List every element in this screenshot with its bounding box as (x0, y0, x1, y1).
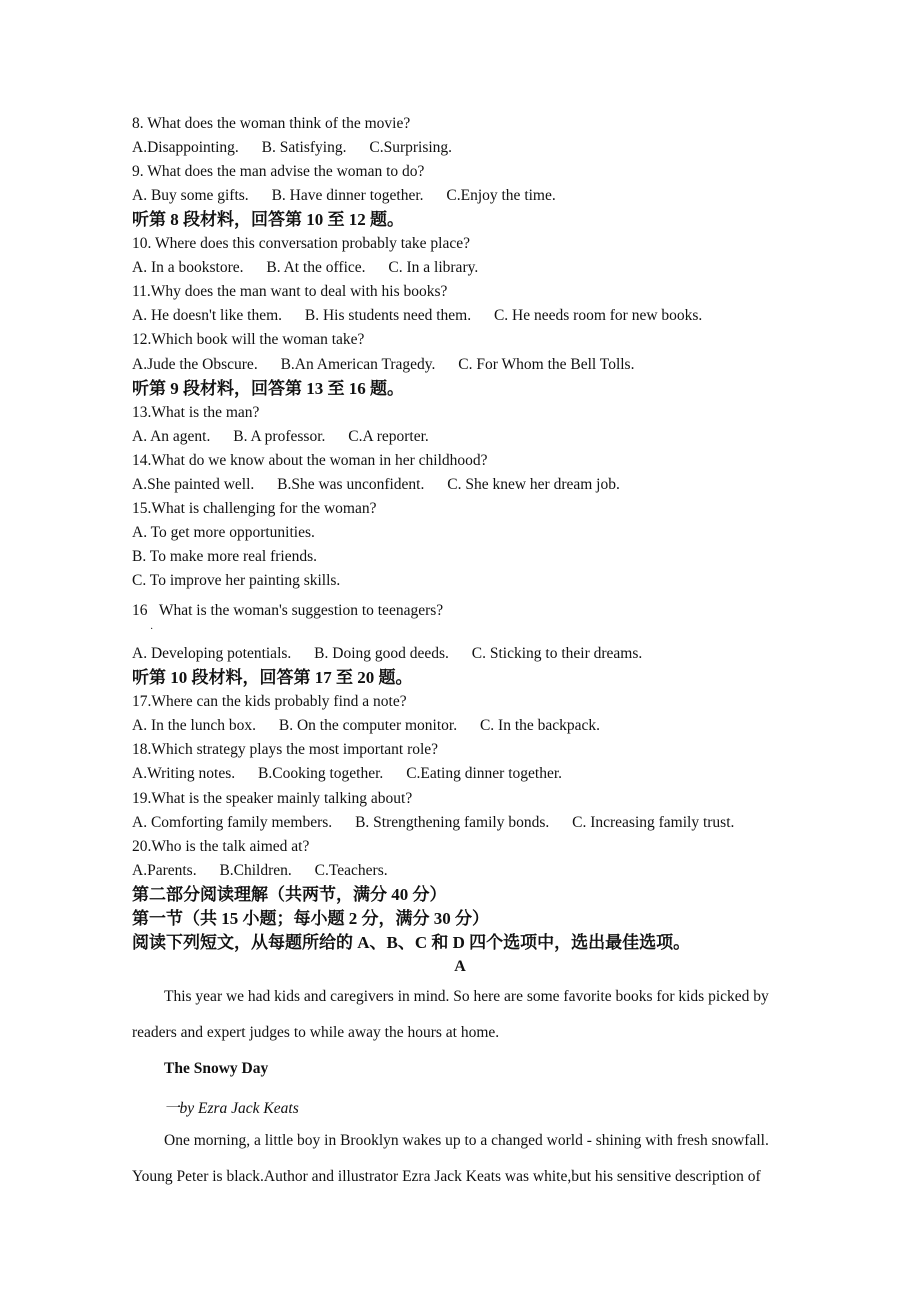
part2-instruction: 阅读下列短文，从每题所给的 A、B、C 和 D 四个选项中，选出最佳选项。 (132, 933, 691, 952)
question-14-options (132, 475, 620, 495)
section-heading-9: 听第 9 段材料，回答第 13 至 16 题。 (132, 379, 404, 398)
question-10-options (132, 258, 478, 278)
option-c: C.Enjoy the time. (446, 187, 556, 204)
passage-intro-line-2: readers and expert judges to while away the hours at home. (132, 1024, 500, 1041)
section-heading-8: 听第 8 段材料，回答第 10 至 12 题。 (132, 210, 404, 229)
option-c: C.A reporter. (348, 428, 429, 445)
option-b: B. Satisfying. (261, 139, 347, 156)
option-b: B. Doing good deeds. (314, 645, 449, 662)
part2-title: 第二部分阅读理解（共两节，满分 40 分） (132, 885, 447, 904)
option-a: A. In the lunch box. (132, 717, 256, 734)
question-13: 13.What is the man? (132, 404, 260, 421)
option-c: C.Eating dinner together. (406, 765, 563, 782)
option-c: C. She knew her dream job. (447, 476, 620, 493)
option-c: C. In a library. (388, 259, 479, 276)
section-heading-10: 听第 10 段材料，回答第 17 至 20 题。 (132, 668, 413, 687)
question-20: 20.Who is the talk aimed at? (132, 838, 310, 855)
question-16-options (132, 644, 642, 664)
passage-body-line-2: Young Peter is black.Author and illustrator Ezra Jack Keats was white,but his sensitive description of (132, 1168, 761, 1185)
option-b: B.An American Tragedy. (280, 356, 436, 373)
question-18-options (132, 764, 562, 784)
part2-section1: 第一节（共 15 小题；每小题 2 分，满分 30 分） (132, 909, 489, 928)
option-a: A. Comforting family members. (132, 814, 333, 831)
question-15-option-a: A. To get more opportunities. (132, 524, 315, 541)
option-a: A.Disappointing. (132, 139, 239, 156)
option-c: C. He needs room for new books. (493, 307, 703, 324)
option-a: A. An agent. (132, 428, 211, 445)
question-20-options (132, 861, 388, 881)
option-b: B. On the computer monitor. (278, 717, 458, 734)
passage-body-line-1: One morning, a little boy in Brooklyn wakes up to a changed world - shining with fresh snowfall. (164, 1132, 769, 1149)
option-a: A. In a bookstore. (132, 259, 244, 276)
option-c: C.Surprising. (369, 139, 453, 156)
passage-label: A (454, 958, 466, 975)
option-a: A.She painted well. (132, 476, 255, 493)
option-b: B. At the office. (266, 259, 366, 276)
option-b: B.Cooking together. (258, 765, 384, 782)
option-c: C. Increasing family trust. (572, 814, 735, 831)
option-b: B. Strengthening family bonds. (355, 814, 550, 831)
question-12-options (132, 355, 634, 375)
option-c: C. For Whom the Bell Tolls. (458, 356, 635, 373)
question-15-option-c: C. To improve her painting skills. (132, 572, 341, 589)
question-14: 14.What do we know about the woman in her childhood? (132, 452, 488, 469)
question-19: 19.What is the speaker mainly talking about? (132, 790, 413, 807)
question-8: 8. What does the woman think of the movie? (132, 115, 411, 132)
option-b: B. His students need them. (304, 307, 472, 324)
question-8-options (132, 138, 452, 158)
question-12: 12.Which book will the woman take? (132, 331, 365, 348)
question-16: 16 What is the woman's suggestion to teenagers? (132, 602, 444, 619)
question-9-options (132, 186, 556, 206)
passage-intro-line-1: This year we had kids and caregivers in mind. So here are some favorite books for kids picked by (164, 988, 769, 1005)
option-c: C.Teachers. (314, 862, 388, 879)
question-11: 11.Why does the man want to deal with his books? (132, 283, 448, 300)
book-author: 一by Ezra Jack Keats (164, 1100, 299, 1117)
option-a: A. Developing potentials. (132, 645, 292, 662)
option-a: A. Buy some gifts. (132, 187, 249, 204)
option-c: C. Sticking to their dreams. (471, 645, 643, 662)
question-17-options (132, 716, 600, 736)
stray-dot: · (150, 624, 154, 635)
option-a: A.Jude the Obscure. (132, 356, 258, 373)
question-11-options (132, 306, 702, 326)
question-18: 18.Which strategy plays the most important role? (132, 741, 439, 758)
question-17: 17.Where can the kids probably find a note? (132, 693, 407, 710)
option-c: C. In the backpack. (479, 717, 601, 734)
book-title: The Snowy Day (164, 1060, 269, 1077)
option-a: A. He doesn't like them. (132, 307, 283, 324)
option-b: B.Children. (219, 862, 292, 879)
option-a: A.Writing notes. (132, 765, 236, 782)
question-15: 15.What is challenging for the woman? (132, 500, 377, 517)
option-a: A.Parents. (132, 862, 197, 879)
question-13-options (132, 427, 429, 447)
option-b: B.She was unconfident. (277, 476, 425, 493)
question-19-options (132, 813, 734, 833)
question-15-option-b: B. To make more real friends. (132, 548, 318, 565)
option-b: B. A professor. (233, 428, 326, 445)
question-10: 10. Where does this conversation probably take place? (132, 235, 471, 252)
question-9: 9. What does the man advise the woman to do? (132, 163, 425, 180)
option-b: B. Have dinner together. (271, 187, 424, 204)
